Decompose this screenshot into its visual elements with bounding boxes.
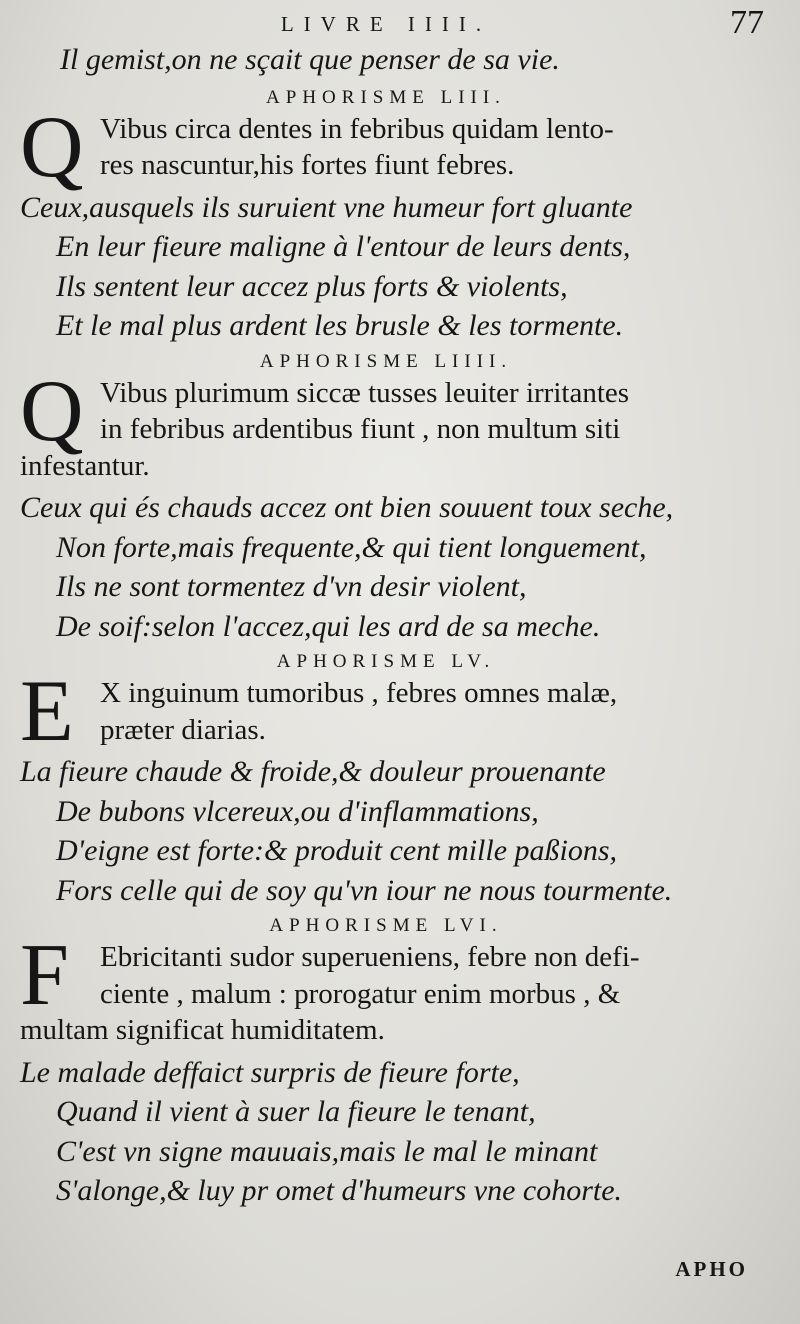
aphorism-heading: APHORISME LIIII. <box>259 350 513 372</box>
drop-capital: Q <box>20 362 84 460</box>
french-verse <box>20 188 752 346</box>
aphorism-54 <box>20 348 752 647</box>
page-number: 77 <box>730 4 764 41</box>
verse-line: Ceux qui és chauds accez ont bien souuent toux seche, <box>20 491 674 524</box>
running-head <box>20 4 764 41</box>
latin-line: ciente , malum : prorogatur enim morbus , & <box>100 977 621 1010</box>
verse-line: Ceux,ausquels ils suruient vne humeur fort gluante <box>20 190 633 224</box>
drop-capital: Q <box>20 98 84 196</box>
latin-line: X inguinum tumoribus , febres omnes malæ, <box>100 677 618 709</box>
verse-line: Ils sentent leur accez plus forts & violents, <box>56 269 568 303</box>
verse-line: Et le mal plus ardent les brusle & les tormente. <box>56 309 624 342</box>
latin-line: multam significat humiditatem. <box>20 1014 385 1046</box>
verse-line: Ils ne sont tormentez d'vn desir violent, <box>56 570 527 603</box>
aphorism-53 <box>20 84 752 346</box>
latin-line: Ebricitanti sudor superueniens, febre non defi- <box>100 941 640 973</box>
latin-line: Vibus circa dentes in febribus quidam lento- <box>100 112 614 145</box>
catchword: APHO <box>675 1257 748 1281</box>
verse-line: La fieure chaude & froide,& douleur prouenante <box>20 755 606 788</box>
verse-line: Quand il vient à suer la fieure le tenant, <box>56 1095 536 1128</box>
drop-capital: E <box>20 663 74 760</box>
french-verse <box>20 752 752 910</box>
latin-text <box>20 362 752 485</box>
verse-line: Fors celle qui de soy qu'vn iour ne nous tourmente. <box>56 873 673 907</box>
french-verse <box>20 488 752 646</box>
aphorism-56 <box>20 912 752 1211</box>
running-title: LIVRE IIII. <box>280 12 492 36</box>
drop-capital: F <box>20 927 69 1024</box>
first-verse-line: Il gemist,on ne sçait que penser de sa vie. <box>60 43 560 76</box>
latin-text <box>20 663 752 760</box>
verse-line: En leur fieure maligne à l'entour de leurs dents, <box>56 230 631 263</box>
verse-line: D'eigne est forte:& produit cent mille paßions, <box>56 834 618 867</box>
aphorism-heading: APHORISME LV. <box>276 651 496 672</box>
aphorism-55 <box>20 648 752 910</box>
verse-line: De bubons vlcereux,ou d'inflammations, <box>56 794 539 828</box>
latin-line: infestantur. <box>20 449 150 482</box>
verse-line: Non forte,mais frequente,& qui tient longuement, <box>56 530 647 564</box>
french-verse <box>20 1053 752 1211</box>
verse-line: De soif:selon l'accez,qui les ard de sa meche. <box>56 609 601 643</box>
latin-line: res nascuntur,his fortes fiunt febres. <box>100 149 515 181</box>
latin-line: Vibus plurimum siccæ tusses leuiter irritantes <box>100 376 630 409</box>
verse-line: Le malade deffaict surpris de fieure forte, <box>20 1055 520 1089</box>
verse-line: C'est vn signe mauuais,mais le mal le minant <box>56 1134 598 1168</box>
latin-text <box>20 927 752 1049</box>
verse-line: S'alonge,& luy pr omet d'humeurs vne cohorte. <box>56 1174 623 1207</box>
latin-line: in febribus ardentibus fiunt , non multum siti <box>100 413 621 445</box>
latin-line: præter diarias. <box>100 713 266 746</box>
latin-text <box>20 98 752 196</box>
aphorism-heading: APHORISME LIII. <box>266 86 506 108</box>
aphorism-heading: APHORISME LVI. <box>269 915 503 936</box>
